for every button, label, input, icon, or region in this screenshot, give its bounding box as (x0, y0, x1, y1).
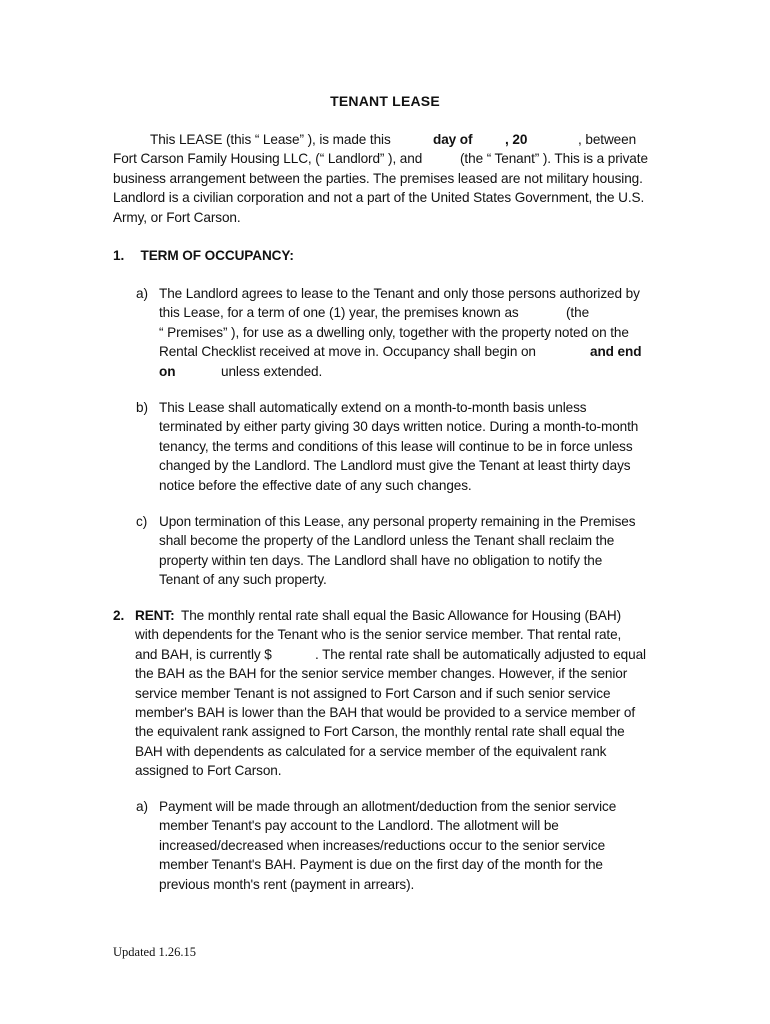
year-label: , 20 (505, 132, 528, 147)
item-text: increased/decreased when increases/reductions occur to the senior service (159, 837, 606, 853)
item-text: this Lease, for a term of one (1) year, the premises known as (159, 305, 519, 321)
list-marker: b) (136, 400, 148, 415)
item-text: shall become the property of the Landlord unless the Tenant shall reclaim the (159, 533, 615, 549)
document-title: TENANT LEASE (330, 93, 440, 109)
intro-line-3 (113, 169, 658, 188)
item-text: Payment will be made through an allotment/deduction from the senior service (159, 799, 617, 814)
tenant-definition-text: (the “ Tenant” ). This is a private (460, 151, 648, 167)
item-text: unless extended. (221, 363, 323, 379)
section-text: with dependents for the Tenant who is the senior service member. That rental rate, (135, 627, 622, 643)
item-text: (the (566, 305, 590, 321)
intro-line-1 (113, 130, 658, 149)
section-text: the equivalent rank assigned to Fort Carson, the monthly rental rate shall equal the (135, 724, 625, 740)
item-text: property within ten days. The Landlord shall have no obligation to notify the (159, 552, 603, 568)
section-text: BAH with dependents as calculated for a service member of the equivalent rank (135, 743, 607, 759)
section-text: assigned to Fort Carson. (135, 763, 282, 779)
section-heading: RENT: (135, 608, 175, 623)
section-number: 2. (113, 608, 125, 623)
list-marker: c) (136, 514, 148, 529)
day-of-label: day of (433, 132, 473, 147)
item-text: “ Premises” ), for use as a dwelling only, together with the property noted on the (159, 324, 629, 340)
intro-line-5 (113, 208, 658, 227)
item-text: previous month's rent (payment in arrears). (159, 876, 415, 892)
item-text: Tenant of any such property. (159, 572, 327, 588)
item-text: member Tenant's pay account to the Landlord. The allotment will be (159, 818, 559, 834)
section-number: 1. (113, 248, 125, 263)
item-text: changed by the Landlord. The Landlord must give the Tenant at least thirty days (159, 458, 631, 474)
item-text: terminated by either party giving 30 days written notice. During a month-to-month (159, 419, 639, 435)
intro-line-4 (113, 188, 658, 207)
intro-text: Fort Carson Family Housing LLC, (“ Landlord” ), and (113, 151, 423, 167)
item-text: Rental Checklist received at move in. Occupancy shall begin on (159, 344, 536, 360)
section-text: the BAH as the BAH for the senior service member changes. However, if the senior (135, 666, 628, 682)
item-text: The Landlord agrees to lease to the Tenant and only those persons authorized by (159, 286, 640, 301)
between-text: , between (578, 132, 637, 147)
section-1-heading (113, 246, 294, 265)
section-text: and BAH, is currently $ (135, 646, 272, 662)
item-text: tenancy, the terms and conditions of this lease will continue to be in force unless (159, 438, 633, 454)
intro-text: business arrangement between the parties. The premises leased are not military housing. (113, 170, 643, 186)
item-text: notice before the effective date of any such changes. (159, 477, 472, 493)
section-text: member's BAH is lower than the BAH that would be provided to a service member of (135, 704, 636, 720)
list-marker: a) (136, 799, 148, 814)
section-text: . The rental rate shall be automatically adjusted to equal (315, 646, 646, 662)
item-text: This Lease shall automatically extend on a month-to-month basis unless (159, 400, 587, 415)
intro-text: Army, or Fort Carson. (113, 209, 241, 225)
section-text: service member Tenant is not assigned to Fort Carson and if such senior service (135, 685, 611, 701)
intro-text: This LEASE (this “ Lease” ), is made this (150, 132, 391, 147)
intro-line-2 (113, 149, 658, 168)
intro-paragraph (113, 130, 658, 227)
item-text: Upon termination of this Lease, any personal property remaining in the Premises (159, 514, 636, 529)
intro-text: Landlord is a civilian corporation and not a part of the United States Government, the U.S. (113, 190, 645, 206)
and-end-label: and end (590, 344, 642, 360)
section-text: The monthly rental rate shall equal the Basic Allowance for Housing (BAH) (181, 608, 622, 623)
section-heading: TERM OF OCCUPANCY: (140, 248, 294, 263)
item-text: member Tenant's BAH. Payment is due on the first day of the month for the (159, 857, 603, 873)
list-marker: a) (136, 286, 148, 301)
footer-updated-date: Updated 1.26.15 (113, 945, 196, 959)
on-label: on (159, 363, 176, 379)
